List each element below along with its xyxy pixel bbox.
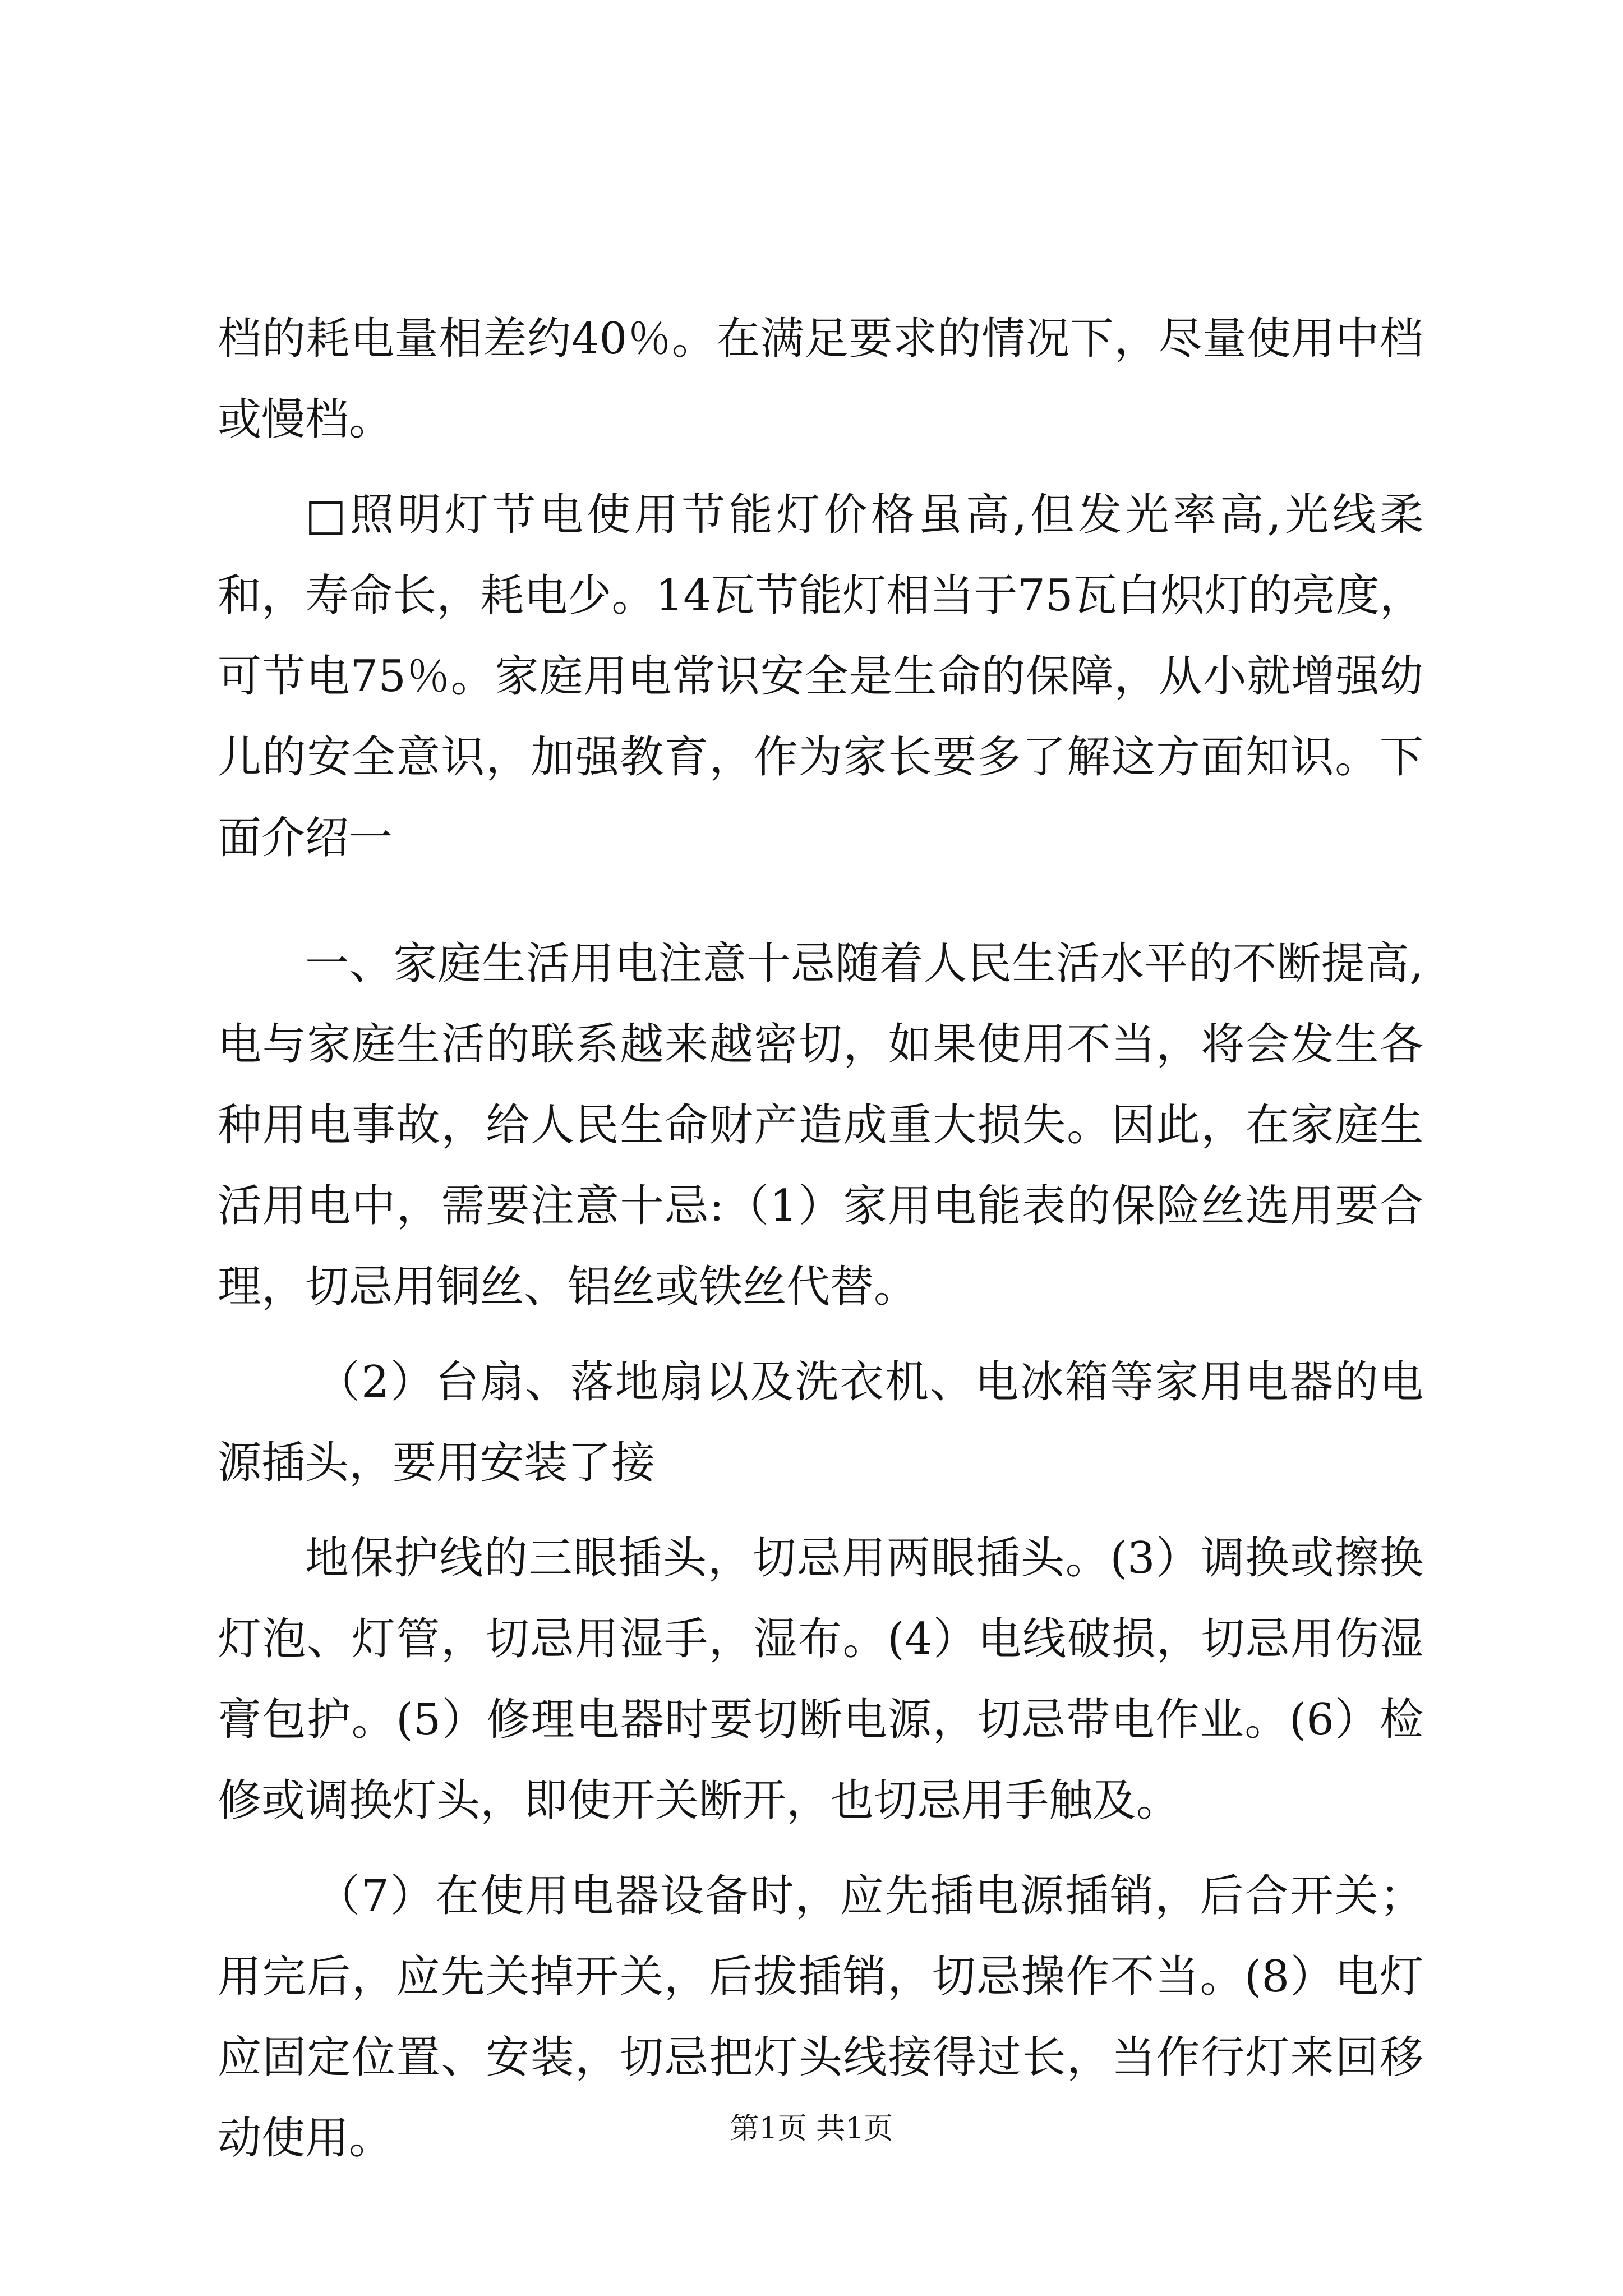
page-footer: 第1页 共1页 (730, 2112, 893, 2146)
paragraph-3: 一、家庭生活用电注意十忌随着人民生活水平的不断提高,电与家庭生活的联系越来越密切，如果使用不当，将会发生各种用电事故，给人民生命财产造成重大损失。因此，在家庭生活用电中，需要注意十忌:（1）家用电能表的保险丝选用要合理，切忌用铜丝、铝丝或铁丝代替。 (218, 938, 1423, 1312)
paragraph-5: 地保护线的三眼插头，切忌用两眼插头。(3）调换或擦换灯泡、灯管，切忌用湿手，湿布。(4）电线破损，切忌用伤湿膏包护。(5）修理电器时要切断电源，切忌带电作业。(6）检修或调换灯头，即使开关断开，也切忌用手触及。 (218, 1533, 1423, 1826)
document-body (218, 298, 1423, 2179)
paragraph-1: 档的耗电量相差约40％。在满足要求的情况下，尽量使用中档或慢档。 (218, 314, 1423, 445)
paragraph-6: （7）在使用电器设备时，应先插电源插销，后合开关；用完后，应先关掉开关，后拔插销，切忌操作不当。(8）电灯应固定位置、安装，切忌把灯头线接得过长，当作行灯来回移动使用。 (218, 1871, 1423, 2164)
paragraph-2: □照明灯节电使用节能灯价格虽高,但发光率高,光线柔和，寿命长，耗电少。14瓦节能灯相当于75瓦白炽灯的亮度，可节电75％。家庭用电常识安全是生命的保障，从小就增强幼儿的安全意识，加强教育，作为家长要多了解这方面知识。下面介绍一 (218, 490, 1423, 863)
paragraph-4: （2）台扇、落地扇以及洗衣机、电冰箱等家用电器的电源插头，要用安装了接 (218, 1357, 1423, 1488)
